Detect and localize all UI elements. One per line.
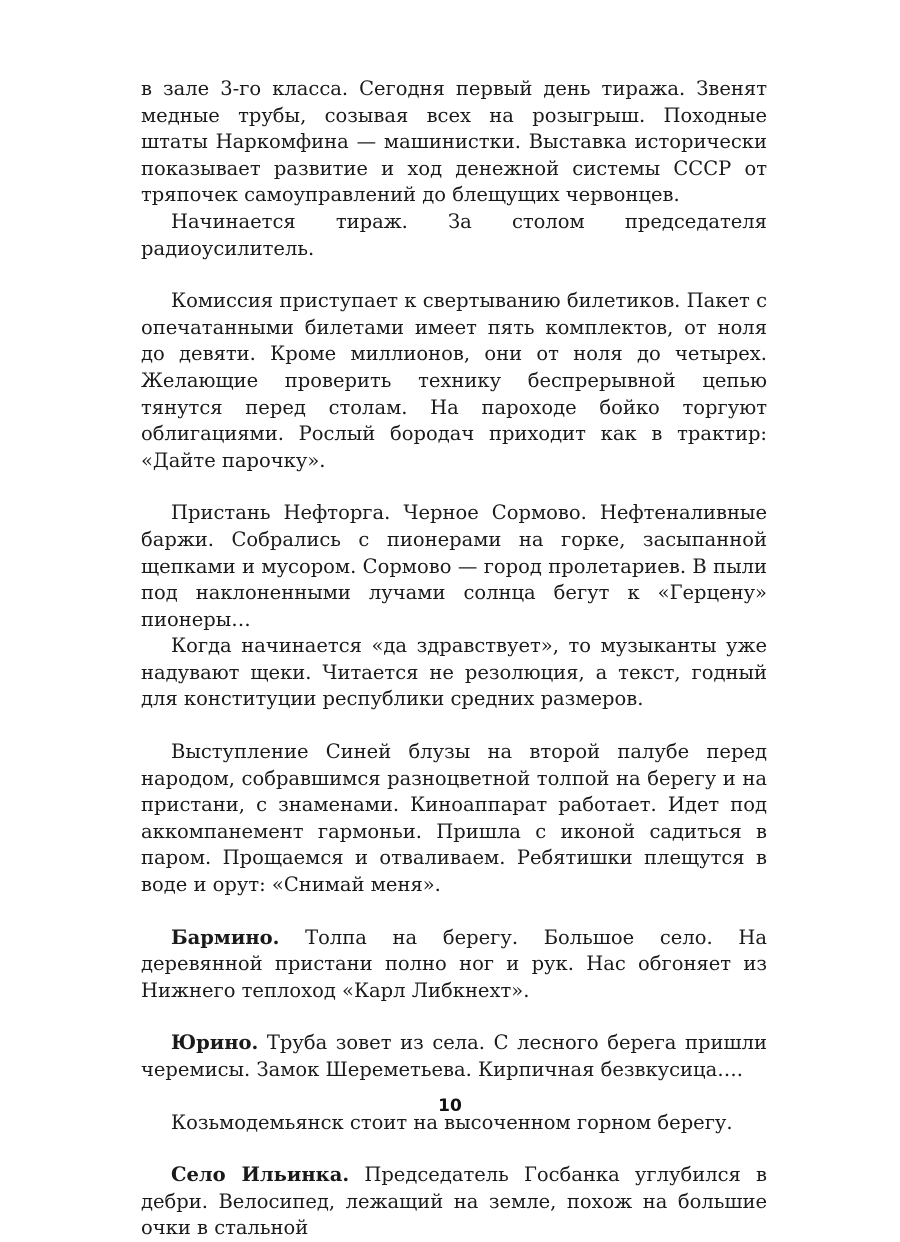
- paragraph-tirage-hall: в зале 3-го класса. Сегодня первый день тиража. Звенят медные трубы, созывая всех на розыгрыш. Походные штаты Наркомфина — машинистки. Выставка исторически показывает развитие и ход денежной системы СССР от тряпочек самоуправлений до блещущих червонцев.: [141, 77, 767, 207]
- paragraph-neftorg-pier: Пристань Нефторга. Черное Сормово. Нефтеналивные баржи. Собрались с пионерами на горке, засыпанной щепками и мусором. Сормово — город пролетариев. В пыли под наклоненными лучами солнца бегут к «Герцену» пионеры…: [141, 501, 767, 631]
- paragraph-commission: Комиссия приступает к свертыванию билетиков. Пакет с опечатанными билетами имеет пять комплектов, от ноля до девяти. Кроме миллионов, они от ноля до четырех. Желающие проверить технику беспрерывной цепью тянутся перед столам. На пароходе бойко торгуют облигациями. Рослый бородач приходит как в трактир: «Дайте парочку».: [141, 289, 767, 472]
- paragraph-kozmodemyansk: Козьмодемьянск стоит на высоченном горном берегу.: [171, 1110, 733, 1134]
- paragraph-ilinka-text: Председатель Госбанка углубился в дебри. Велосипед, лежащий на земле, похож на большие очки в стальной: [141, 1163, 767, 1240]
- paragraph-musicians: Когда начинается «да здравствует», то музыканты уже надувают щеки. Читается не резолюция, а текст, годный для конституции республики средних размеров.: [141, 634, 767, 711]
- paragraph-barmino: [141, 925, 767, 1005]
- page-body: [141, 76, 767, 1242]
- paragraph-ilinka: [141, 1162, 767, 1242]
- page-number: 10: [438, 1096, 462, 1116]
- place-heading-yurino: Юрино.: [171, 1031, 259, 1055]
- paragraph-yurino: [141, 1030, 767, 1083]
- place-heading-barmino: Бармино.: [171, 925, 280, 949]
- paragraph-blue-blouse: Выступление Синей блузы на второй палубе перед народом, собравшимся разноцветной толпой на берегу и на пристани, с знаменами. Киноаппарат работает. Идет под аккомпанемент гармоньи. Пришла с иконой садиться в паром. Прощаемся и отваливаем. Ребятишки плещутся в воде и орут: «Снимай меня».: [141, 740, 767, 897]
- place-heading-ilinka: Село Ильинка.: [171, 1163, 350, 1187]
- paragraph-tirage-begins: Начинается тираж. За столом председателя радиоусилитель.: [141, 209, 767, 260]
- paragraph-yurino-text: Труба зовет из села. С лесного берега пришли черемисы. Замок Шереметьева. Кирпичная безвкусица….: [141, 1031, 767, 1081]
- paragraph-barmino-text: Толпа на берегу. Большое село. На деревянной пристани полно ног и рук. Нас обгоняет из Нижнего теплоход «Карл Либкнехт».: [141, 925, 767, 1002]
